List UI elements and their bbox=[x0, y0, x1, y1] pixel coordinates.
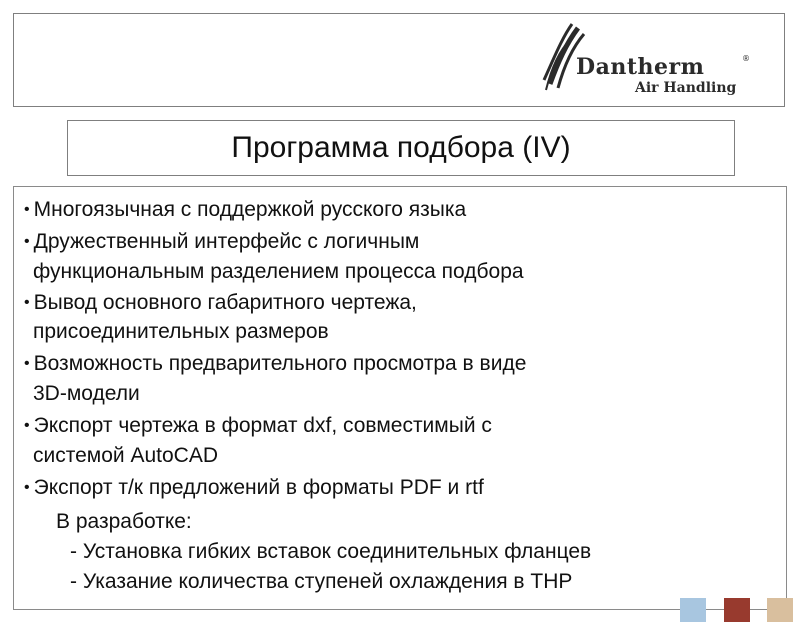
decor-square-blue bbox=[680, 598, 706, 622]
bullet-text: Экспорт т/к предложений в форматы PDF и rtf bbox=[33, 476, 484, 499]
decor-square-tan bbox=[767, 598, 793, 622]
page-title: Программа подбора (IV) bbox=[231, 131, 571, 164]
logo-wordmark: Dantherm bbox=[576, 54, 705, 80]
decor-square-red bbox=[724, 598, 750, 622]
bullet-text: Экспорт чертежа в формат dxf, совместимый с bbox=[33, 414, 492, 437]
bullet-dot: • bbox=[24, 479, 30, 496]
development-item: - Установка гибких вставок соединительных фланцев bbox=[70, 540, 592, 563]
bullet-dot: • bbox=[24, 417, 30, 434]
bullet-dot: • bbox=[24, 294, 30, 311]
bullet-item bbox=[24, 194, 466, 227]
bullet-text: Возможность предварительного просмотра в виде bbox=[33, 352, 527, 375]
dantherm-logo bbox=[532, 18, 762, 100]
bullet-item bbox=[24, 348, 526, 381]
title-panel bbox=[67, 120, 735, 176]
bullet-item bbox=[24, 226, 419, 259]
bullet-text: Дружественный интерфейс с логичным bbox=[33, 230, 420, 253]
bullet-continuation: функциональным разделением процесса подбора bbox=[33, 260, 524, 283]
development-item: - Указание количества ступеней охлаждения в THP bbox=[70, 570, 573, 593]
bullet-text: Многоязычная с поддержкой русского языка bbox=[33, 198, 467, 221]
bullet-dot: • bbox=[24, 201, 30, 218]
development-heading: В разработке: bbox=[56, 510, 192, 533]
registered-mark: ® bbox=[742, 54, 750, 63]
bullet-continuation: системой AutoCAD bbox=[33, 444, 219, 467]
bullet-continuation: 3D-модели bbox=[33, 382, 140, 405]
bullet-item bbox=[24, 410, 492, 443]
bullet-continuation: присоединительных размеров bbox=[33, 320, 329, 343]
bullet-text: Вывод основного габаритного чертежа, bbox=[33, 291, 417, 314]
logo-subtitle: Air Handling bbox=[635, 80, 737, 96]
bullet-item bbox=[24, 472, 484, 505]
bullet-dot: • bbox=[24, 355, 30, 372]
bullet-dot: • bbox=[24, 233, 30, 250]
